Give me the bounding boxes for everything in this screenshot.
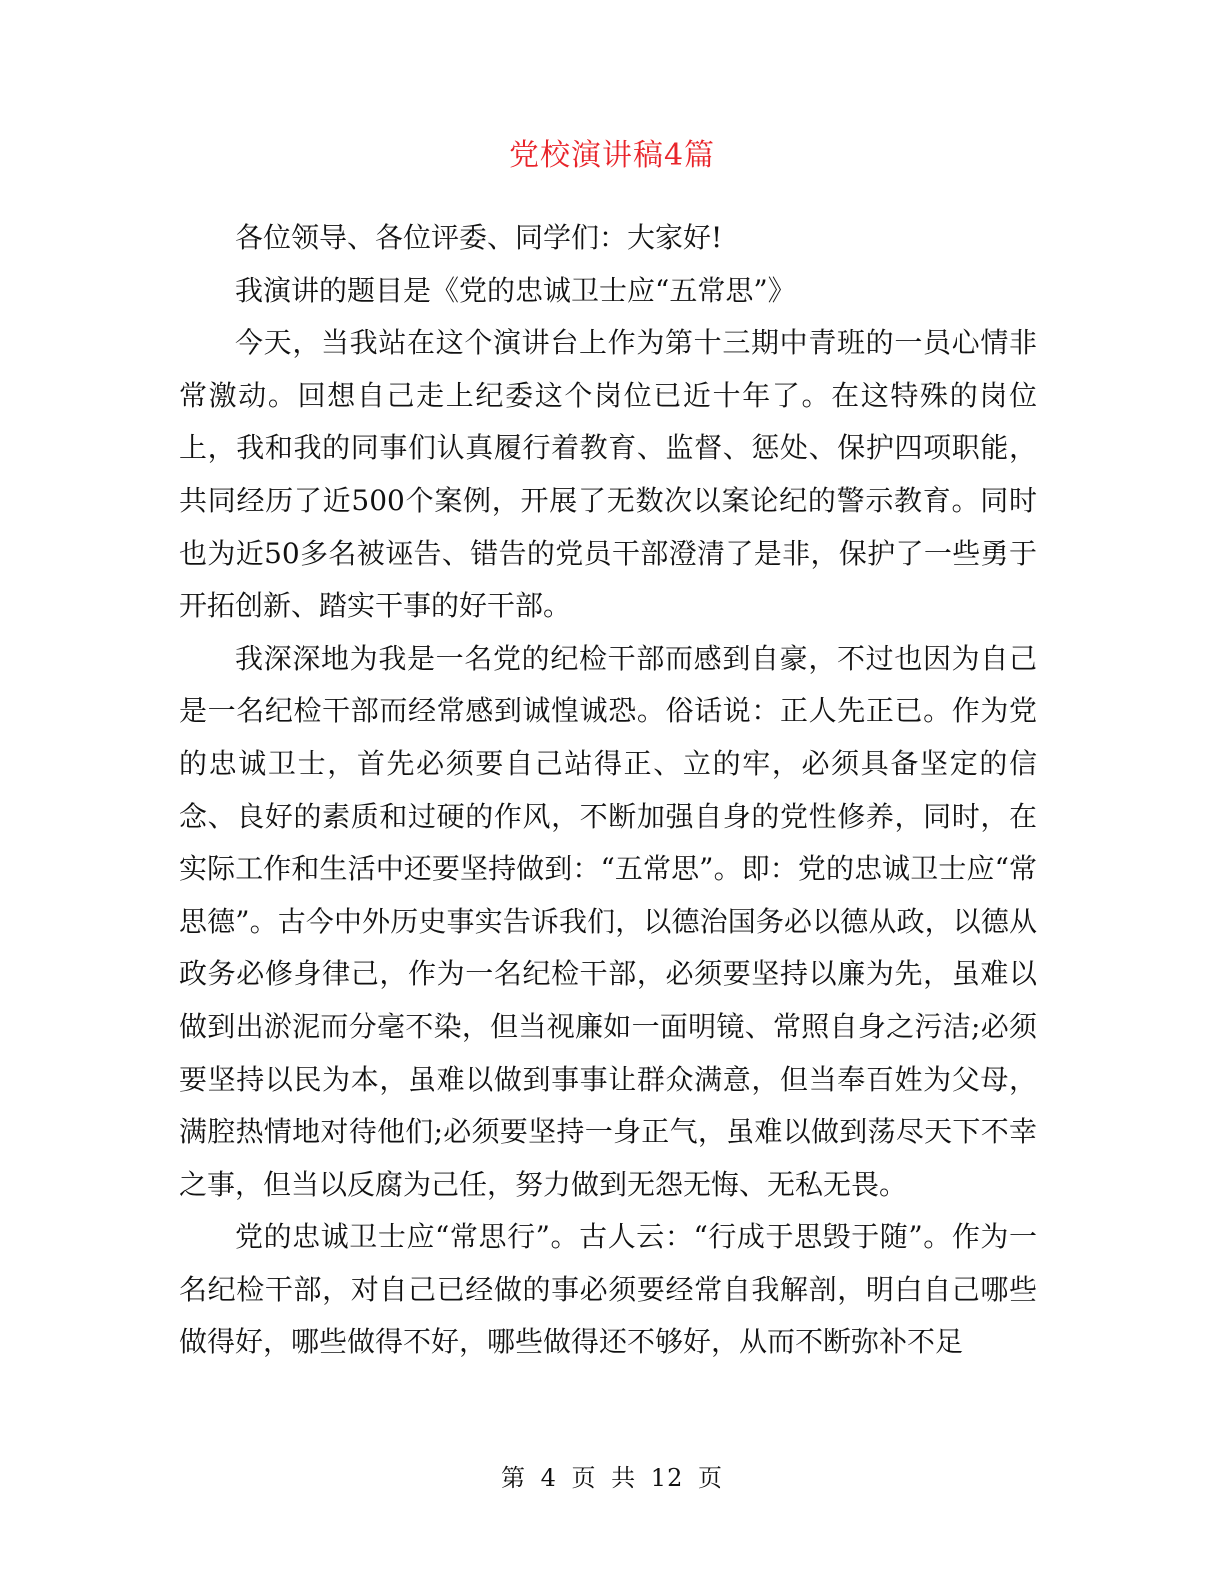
body-paragraph: 今天，当我站在这个演讲台上作为第十三期中青班的一员心情非常激动。回想自己走上纪委这个岗位已近十年了。在这特殊的岗位上，我和我的同事们认真履行着教育、监督、惩处、保护四项职能，共同经历了近500个案例，开展了无数次以案论纪的警示教育。同时也为近50多名被诬告、错告的党员干部澄清了是非，保护了一些勇于开拓创新、踏实干事的好干部。 [179, 326, 1037, 623]
body-paragraph: 我深深地为我是一名党的纪检干部而感到自豪，不过也因为自己是一名纪检干部而经常感到诚惶诚恐。俗话说：正人先正已。作为党的忠诚卫士，首先必须要自己站得正、立的牢，必须具备坚定的信念、良好的素质和过硬的作风，不断加强自身的党性修养，同时，在实际工作和生活中还要坚持做到：“五常思”。即：党的忠诚卫士应“常思德”。古今中外历史事实告诉我们，以德治国务必以德从政，以德从政务必修身律己，作为一名纪检干部，必须要坚持以廉为先，虽难以做到出淤泥而分毫不染，但当视廉如一面明镜、常照自身之污洁;必须要坚持以民为本，虽难以做到事事让群众满意，但当奉百姓为父母，满腔热情地对待他们;必须要坚持一身正气，虽难以做到荡尽天下不幸之事，但当以反腐为己任，努力做到无怨无悔、无私无畏。 [179, 641, 1037, 1201]
document-title: 党校演讲稿4篇 [508, 138, 716, 173]
greeting-paragraph: 各位领导、各位评委、同学们：大家好! [235, 221, 723, 254]
body-paragraph: 党的忠诚卫士应“常思行”。古人云：“行成于思毁于随”。作为一名纪检干部，对自己已经做的事必须要经常自我解剖，明白自己哪些做得好，哪些做得不好，哪些做得还不够好，从而不断弥补不足 [179, 1220, 1037, 1359]
speech-topic-paragraph: 我演讲的题目是《党的忠诚卫士应“五常思”》 [235, 273, 796, 307]
page-number-footer: 第 4 页 共 12 页 [501, 1464, 723, 1492]
document-body [179, 212, 1037, 1369]
